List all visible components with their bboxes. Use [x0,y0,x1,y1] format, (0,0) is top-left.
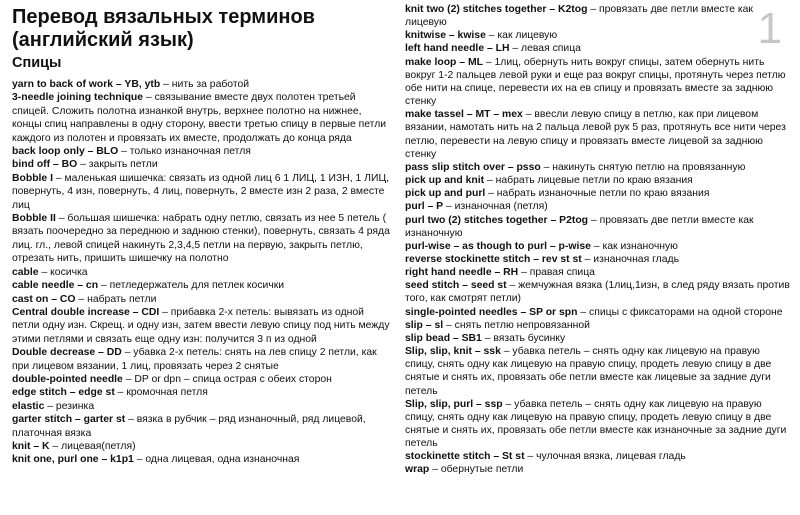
glossary-entry [12,266,394,279]
glossary-entry [405,42,790,55]
entry-description: – маленькая шишечка: связать из одной лиц 6 1 ЛИЦ, 1 ИЗН, 1 ЛИЦ, повернуть, 4 изн, повернуть, 4 лиц, повернуть, 2 вместе изн 2 раза, 2 вместе лиц [12,172,390,211]
entry-term: single-pointed needles – SP or spn [405,306,578,318]
entry-description: – косичка [38,266,88,278]
glossary-entry [12,386,394,399]
entry-term: elastic [12,400,45,412]
entry-term: 3-needle joining technique [12,92,144,104]
glossary-entry [12,78,394,91]
entry-term: purl-wise – as though to purl – p-wise [405,240,591,252]
entry-term: pick up and purl [405,188,486,200]
entry-term: reverse stockinette stitch – rev st st [405,253,582,265]
glossary-entry [405,345,790,398]
entry-description: – обернутые петли [429,464,524,476]
entry-description: – накинуть снятую петлю на провязанную [540,161,746,173]
entry-description: – изнаночная гладь [581,253,679,265]
right-column [405,3,790,477]
entry-description: – закрыть петли [77,159,158,171]
entry-description: – набрать изнаночные петли по краю вязания [485,188,710,200]
glossary-entry [405,306,790,319]
glossary-entry [12,293,394,306]
entry-term: pick up and knit [405,175,485,187]
left-term-list [12,78,394,467]
entry-description: – набрать петли [75,293,157,305]
glossary-entry [405,253,790,266]
entry-description: – вязать бусинку [481,332,566,344]
entry-term: knitwise – kwise [405,30,486,42]
glossary-entry [12,413,394,440]
glossary-entry [405,279,790,305]
entry-description: – вязка в рубчик – ряд изнаночный, ряд лицевой, платочная вязка [12,414,366,439]
glossary-entry [12,158,394,171]
entry-description: – набрать лицевые петли по краю вязания [484,175,693,187]
entry-description: – только изнаночная петля [118,146,251,158]
entry-description: – ввесли левую спицу в петлю, как при лицевом вязании, намотать нить на 2 пальца левой рук 5 раз, протянуть все нити через петлю, перевести на левую спицу и провязать вместе лицевой за заднюю стенку [405,109,786,160]
glossary-entry [405,332,790,345]
entry-term: Central double increase – CDI [12,306,160,318]
entry-description: – правая спица [518,267,595,279]
entry-description: – связывание вместе двух полотен третьей спицей. Сложить полотна изнанкой внутрь, верхнее полотно на нижнее, концы спиц направлены в одну сторону, ввести третью спицу в первые петли каждого из полотен и провязать их вместе, продолжать до конца ряда [12,92,387,144]
entry-description: – резинка [44,400,95,412]
entry-description: – кромочная петля [114,387,208,399]
page-title-line-1: Перевод вязальных терминов [12,6,315,28]
glossary-entry [12,145,394,158]
entry-description: – одна лицевая, одна изнаночная [133,454,300,466]
entry-description: – нить за работой [160,79,250,90]
entry-description: – спицы с фиксаторами на одной стороне [577,306,783,318]
glossary-entry [12,279,394,292]
glossary-entry [12,373,394,386]
glossary-entry [405,3,790,29]
entry-term: Bobble I [12,172,53,184]
glossary-entry [12,453,394,466]
entry-description: – жемчужная вязка (1лиц,1изн, в след ряду вязать против того, как смотрят петли) [405,280,790,305]
right-term-list [405,3,790,477]
glossary-entry [405,200,790,213]
entry-description: – убавка петель – снять одну как лицевую на правую спицу, снять одну как лицевую на правую спицу, продеть левую спицу в две снятые и снять их, провязать обе петли вместе как лицевые за задние дуги петель [405,346,772,397]
page-title-line-2: (английский язык) [12,29,194,51]
entry-description: – как лицевую [485,30,558,42]
entry-term: double-pointed needle [12,373,123,385]
page-number: 1 [757,4,782,53]
entry-term: Double decrease – DD [12,347,122,359]
entry-description: – левая спица [509,43,581,55]
glossary-entry [405,187,790,200]
entry-term: edge stitch – edge st [12,387,115,399]
glossary-entry [405,266,790,279]
entry-term: yarn to back of work – YB, ytb [12,79,161,90]
entry-term: slip bead – SB1 [405,332,482,344]
glossary-entry [405,161,790,174]
entry-term: garter stitch – garter st [12,414,126,426]
entry-term: left hand needle – LH [405,43,510,55]
entry-term: cast on – CO [12,293,76,305]
glossary-entry [12,400,394,413]
glossary-entry [12,306,394,346]
entry-term: bind off – BO [12,159,78,171]
entry-description: – провязать две петли вместе как лицевую [405,4,753,29]
entry-term: make tassel – MT – mex [405,109,523,121]
entry-description: – 1лиц, обернуть нить вокруг спицы, затем обернуть нить вокруг 1-2 пальцев левой руки и еще раз вокруг спицы, протянуть через петлю обе нити на спице, перевести их на ев спицу и провязать вместе за заднюю стенку [405,56,786,108]
glossary-entry [12,346,394,373]
entry-term: wrap [405,464,430,476]
entry-term: stockinette stitch – St st [405,451,525,463]
glossary-entry [405,108,790,161]
glossary-entry [405,56,790,109]
entry-description: – убавка 2-х петель: снять на лев спицу 2 петли, как при лицевом вязании, 1 лиц, провязать через 2 снятые [12,347,377,372]
entry-term: Slip, slip, purl – ssp [405,398,503,410]
glossary-entry [405,398,790,451]
glossary-entry [12,172,394,212]
entry-description: – чулочная вязка, лицевая гладь [524,451,686,463]
entry-description: – как изнаночную [590,240,678,252]
entry-term: right hand needle – RH [405,267,519,279]
entry-term: seed stitch – seed st [405,280,507,292]
glossary-entry [405,214,790,240]
glossary-entry [405,319,790,332]
entry-term: slip – sl [405,319,444,331]
entry-description: – лицевая(петля) [49,440,136,452]
glossary-entry [405,463,790,476]
entry-term: knit one, purl one – k1p1 [12,454,134,466]
entry-term: purl two (2) stitches together – P2tog [405,214,589,226]
glossary-entry [405,29,790,42]
entry-description: – большая шишечка: набрать одну петлю, связать из нее 5 петель ( вязать поочередно за переднюю и заднюю стенки), повернуть, связать 4 ряда лиц. гл., левой спицей накинуть 2,3,4,5 петли на первую, закрыть петлю, отрезать нить, пришить шишечку на полотно [12,213,390,265]
entry-description: – убавка петель – снять одну как лицевую на правую спицу, снять одну как лицевую на правую спицу, продеть левую спицу в две снятые и снять их, провязать обе петли вместе как изнаночные за задние дуги петель [405,398,787,450]
entry-description: – снять петлю непровязанной [443,319,590,331]
glossary-entry [12,91,394,145]
section-subtitle: Спицы [12,55,62,71]
glossary-entry [12,212,394,266]
entry-term: make loop – ML [405,56,483,68]
entry-term: knit two (2) stitches together – K2tog [405,4,588,15]
entry-description: – прибавка 2-х петель: вывязать из одной петли одну изн. Скрещ. и одну изн, затем ввести левую спицу под нить между этими петлями и связать еще одну изн: получится 3 п из одной [12,306,390,345]
entry-term: purl – P [405,201,444,213]
glossary-entry [405,450,790,463]
entry-description: – провязать две петли вместе как изнаночную [405,214,754,239]
entry-term: Slip, slip, knit – ssk [405,346,501,358]
entry-description: – DP or dpn – спица острая с обеих сторон [122,373,332,385]
glossary-entry [405,174,790,187]
entry-term: cable needle – cn [12,280,99,292]
glossary-entry [12,440,394,453]
entry-term: pass slip stitch over – psso [405,161,541,173]
entry-description: – изнаночная (петля) [443,201,548,213]
entry-term: back loop only – BLO [12,146,119,158]
glossary-entry [405,240,790,253]
entry-term: cable [12,266,39,278]
entry-description: – петледержатель для петлек косички [98,280,285,292]
left-column [12,6,394,467]
entry-term: Bobble II [12,213,56,225]
entry-term: knit – K [12,440,50,452]
